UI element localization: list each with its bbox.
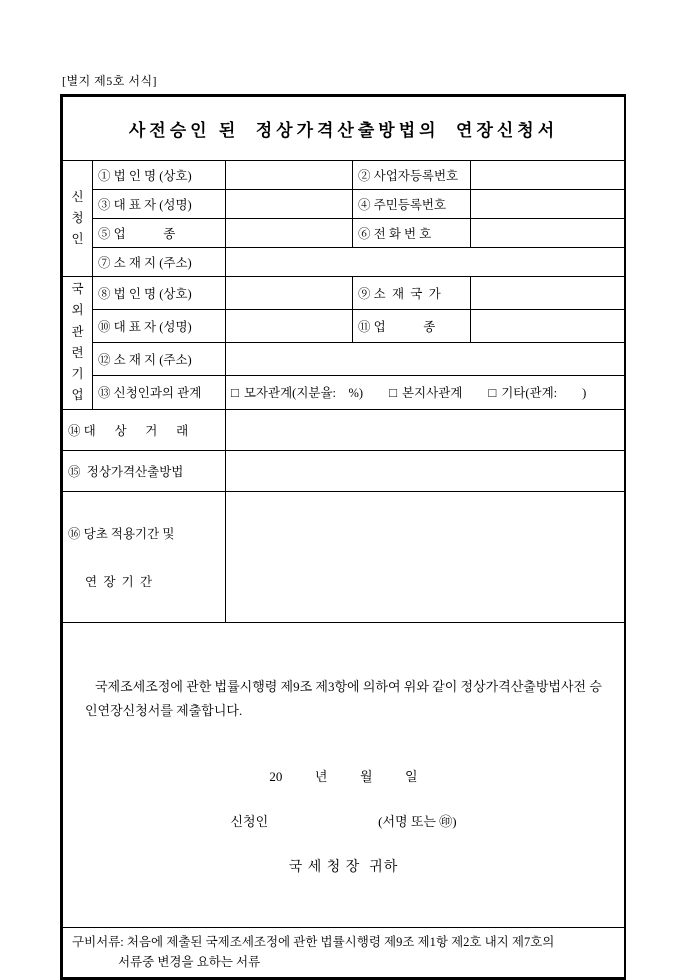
- checkbox-icon: □: [231, 384, 239, 400]
- label-country: ⑨ 소 재 국 가: [353, 277, 471, 310]
- declaration-statement: 국제조세조정에 관한 법률시행령 제9조 제3항에 의하여 위와 같이 정상가격산출방법사전 승인연장신청서를 제출합니다.: [85, 678, 602, 719]
- period-label-line1: ⑯ 당초 적용기간 및: [68, 526, 175, 541]
- table-row: [63, 190, 625, 219]
- form-title: 사전승인 된 정상가격산출방법의 연장신청서: [128, 121, 559, 140]
- field-applicant-corp-name: [226, 161, 353, 190]
- foreign-side-chars: 기업: [71, 367, 84, 403]
- required-documents-cell: [63, 927, 625, 977]
- required-documents-line2: 서류중 변경을 요하는 서류: [118, 955, 261, 970]
- declaration-cell: [63, 622, 625, 927]
- label-relation-to-applicant: ⑬ 신청인과의 관계: [93, 376, 226, 409]
- label-phone-no: ⑥ 전 화 번 호: [353, 219, 471, 248]
- foreign-company-section-label: [63, 277, 93, 410]
- field-applicant-address: [226, 248, 625, 277]
- signature-or-seal-note: (서명 또는 ㊞): [378, 813, 457, 829]
- label-foreign-representative: ⑩ 대 표 자 (성명): [93, 310, 226, 343]
- field-country: [471, 277, 625, 310]
- required-documents-note: [68, 930, 619, 975]
- relation-options: [231, 383, 619, 401]
- period-label-line2: 연 장 기 간: [85, 574, 153, 589]
- label-foreign-business-type: ⑪ 업 종: [353, 310, 471, 343]
- applicant-side-char: 인: [71, 232, 84, 247]
- field-applicant-business-type: [226, 219, 353, 248]
- field-foreign-address: [226, 343, 625, 376]
- relation-option-label: 기타(관계: ): [501, 386, 587, 401]
- table-row: [63, 277, 625, 310]
- recipient-line: 국 세 청 장 귀하: [288, 859, 399, 875]
- table-row: [63, 161, 625, 190]
- table-row: [63, 248, 625, 277]
- label-target-transaction: ⑭ 대 상 거 래: [63, 409, 226, 450]
- table-row: [63, 376, 625, 409]
- label-applicant-representative: ③ 대 표 자 (성명): [93, 190, 226, 219]
- label-applicant-corp-name: ① 법 인 명 (상호): [93, 161, 226, 190]
- label-foreign-address: ⑫ 소 재 지 (주소): [93, 343, 226, 376]
- field-foreign-corp-name: [226, 277, 353, 310]
- table-row: [63, 310, 625, 343]
- signature-line: [63, 811, 624, 830]
- relation-option-label: 본지사관계: [401, 386, 463, 401]
- applicant-side-char: 신: [71, 189, 84, 204]
- field-resident-reg-no: [471, 190, 625, 219]
- table-row: [63, 219, 625, 248]
- checkbox-icon: □: [389, 384, 397, 400]
- foreign-side-chars: 국외: [71, 282, 84, 318]
- relation-option-other: [488, 383, 586, 401]
- field-applicant-representative: [226, 190, 353, 219]
- title-row: [63, 97, 625, 161]
- field-business-reg-no: [471, 161, 625, 190]
- table-row: [63, 491, 625, 622]
- date-line: 20 년 월 일: [269, 768, 418, 784]
- required-documents-row: [63, 927, 625, 977]
- required-documents-line1: 구비서류: 처음에 제출된 국제조세조정에 관한 법률시행령 제9조 제1항 제2호 내지 제7호의: [72, 934, 555, 949]
- applicant-side-char: 청: [71, 210, 84, 225]
- field-foreign-representative: [226, 310, 353, 343]
- applicant-signature-label: 신청인: [230, 813, 269, 829]
- label-alp-method: ⑮ 정상가격산출방법: [63, 450, 226, 491]
- field-alp-method: [226, 450, 625, 491]
- label-resident-reg-no: ④ 주민등록번호: [353, 190, 471, 219]
- relation-options-cell: [226, 376, 625, 409]
- declaration-row: [63, 622, 625, 927]
- field-foreign-business-type: [471, 310, 625, 343]
- label-business-reg-no: ② 사업자등록번호: [353, 161, 471, 190]
- label-foreign-corp-name: ⑧ 법 인 명 (상호): [93, 277, 226, 310]
- application-form-table: [60, 94, 626, 980]
- label-applicant-address: ⑦ 소 재 지 (주소): [93, 248, 226, 277]
- table-row: [63, 409, 625, 450]
- table-row: [63, 343, 625, 376]
- relation-option-head-branch: [389, 383, 462, 401]
- checkbox-icon: □: [488, 384, 497, 400]
- table-row: [63, 450, 625, 491]
- label-original-and-extension-period: [63, 491, 226, 622]
- relation-option-parent-subsidiary: [231, 383, 363, 401]
- field-phone-no: [471, 219, 625, 248]
- field-original-and-extension-period: [226, 491, 625, 622]
- foreign-side-chars: 관련: [71, 324, 84, 360]
- relation-option-label: 모자관계(지분율: %): [243, 386, 364, 401]
- form-number-note: [별지 제5호 서식]: [62, 74, 158, 88]
- form-title-cell: [63, 97, 625, 161]
- applicant-section-label: [63, 161, 93, 277]
- field-target-transaction: [226, 409, 625, 450]
- label-applicant-business-type: ⑤ 업 종: [93, 219, 226, 248]
